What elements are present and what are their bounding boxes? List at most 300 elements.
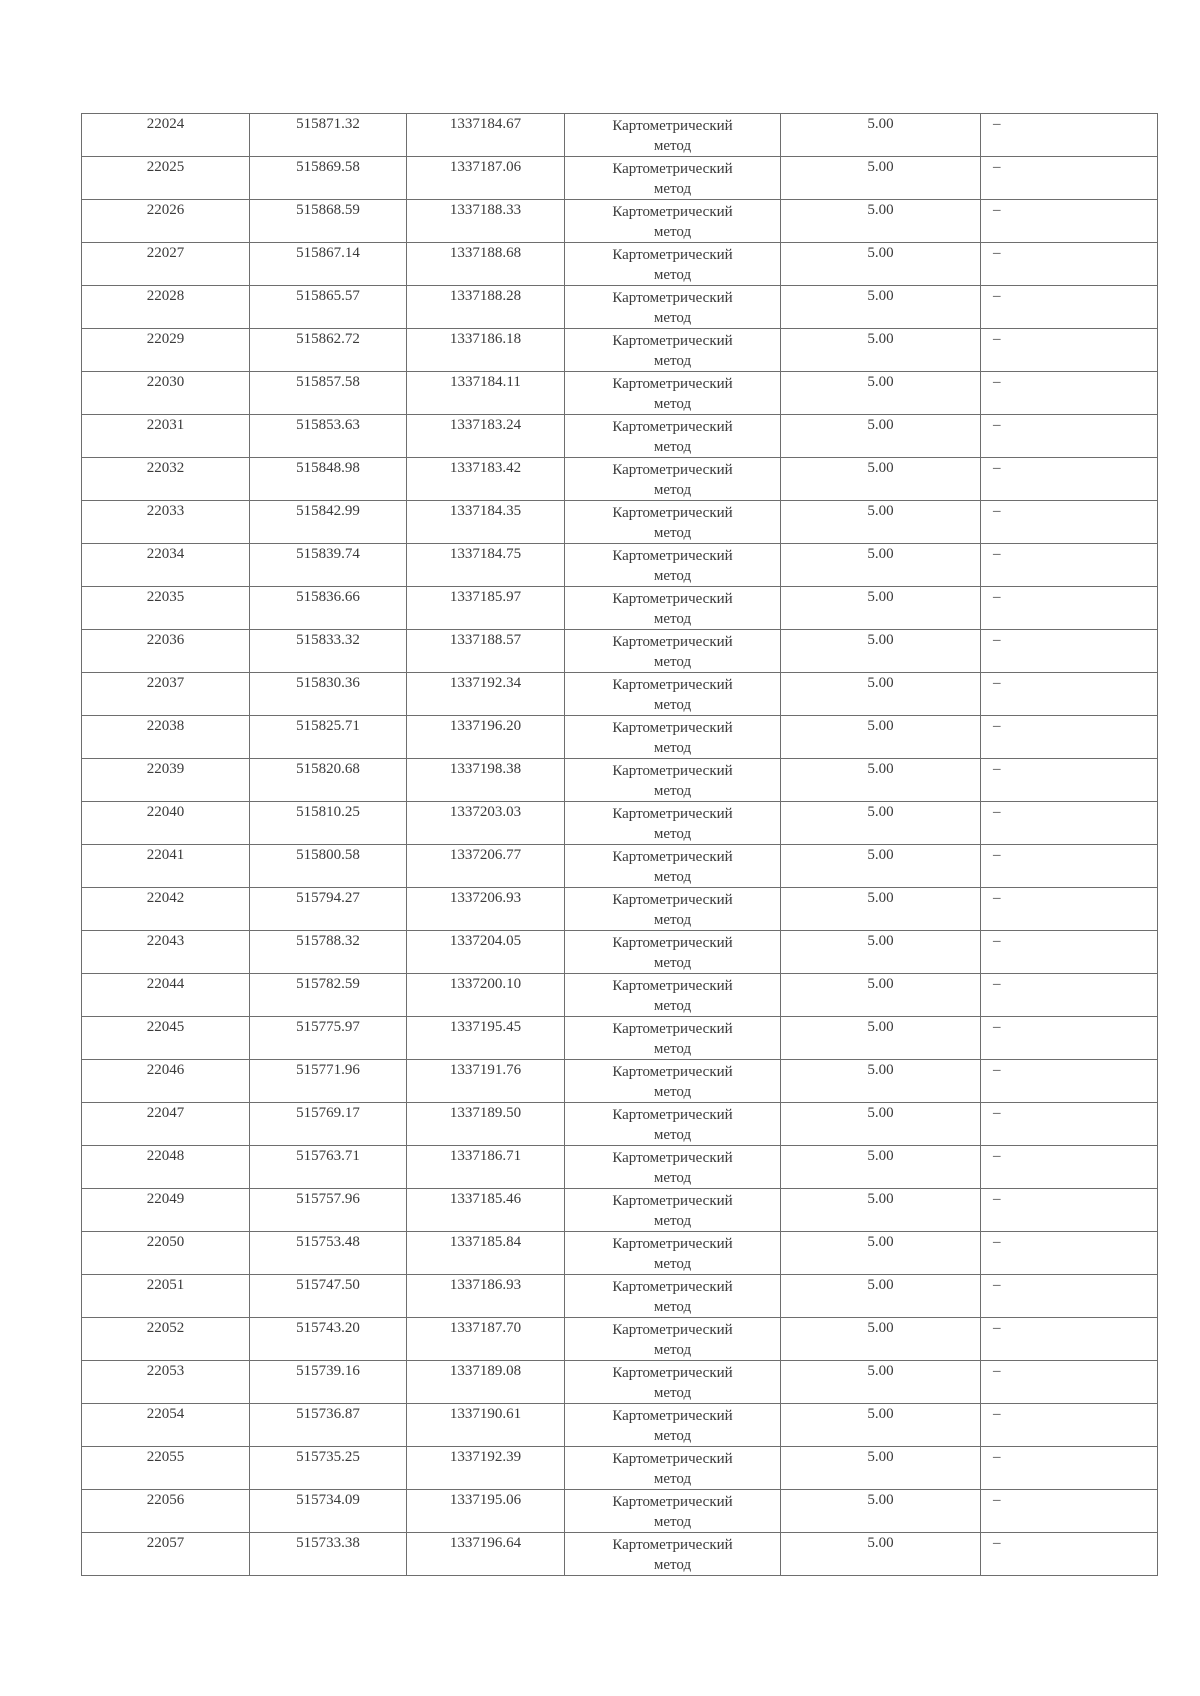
note-cell: –: [981, 329, 1158, 372]
y-coordinate-cell: 1337188.68: [407, 243, 565, 286]
method-cell: [565, 243, 781, 286]
accuracy-cell: 5.00: [781, 802, 981, 845]
accuracy-cell: 5.00: [781, 1103, 981, 1146]
y-coordinate-cell: 1337185.84: [407, 1232, 565, 1275]
note-cell: –: [981, 845, 1158, 888]
method-line-1: Картометрический: [612, 978, 733, 994]
method-line-2: метод: [653, 740, 692, 756]
table-row: [82, 200, 1158, 243]
accuracy-cell: 5.00: [781, 1017, 981, 1060]
note-cell: –: [981, 157, 1158, 200]
point-id-cell: 22057: [82, 1533, 250, 1576]
accuracy-cell: 5.00: [781, 931, 981, 974]
table-row: [82, 1103, 1158, 1146]
x-coordinate-cell: 515733.38: [250, 1533, 407, 1576]
x-coordinate-cell: 515735.25: [250, 1447, 407, 1490]
accuracy-cell: 5.00: [781, 114, 981, 157]
accuracy-cell: 5.00: [781, 759, 981, 802]
method-line-2: метод: [653, 1428, 692, 1444]
y-coordinate-cell: 1337187.06: [407, 157, 565, 200]
x-coordinate-cell: 515825.71: [250, 716, 407, 759]
x-coordinate-cell: 515839.74: [250, 544, 407, 587]
note-cell: –: [981, 544, 1158, 587]
method-cell: [565, 114, 781, 157]
note-cell: –: [981, 243, 1158, 286]
method-line-2: метод: [653, 1471, 692, 1487]
method-cell: [565, 372, 781, 415]
point-id-cell: 22024: [82, 114, 250, 157]
note-cell: –: [981, 200, 1158, 243]
method-line-1: Картометрический: [612, 849, 733, 865]
y-coordinate-cell: 1337190.61: [407, 1404, 565, 1447]
method-line-1: Картометрический: [612, 720, 733, 736]
x-coordinate-cell: 515775.97: [250, 1017, 407, 1060]
x-coordinate-cell: 515869.58: [250, 157, 407, 200]
table-row: [82, 1060, 1158, 1103]
point-id-cell: 22050: [82, 1232, 250, 1275]
method-cell: [565, 1533, 781, 1576]
point-id-cell: 22047: [82, 1103, 250, 1146]
accuracy-cell: 5.00: [781, 458, 981, 501]
method-line-1: Картометрический: [612, 161, 733, 177]
method-line-2: метод: [653, 1557, 692, 1573]
accuracy-cell: 5.00: [781, 1232, 981, 1275]
table-row: [82, 114, 1158, 157]
accuracy-cell: 5.00: [781, 888, 981, 931]
note-cell: –: [981, 716, 1158, 759]
point-id-cell: 22056: [82, 1490, 250, 1533]
x-coordinate-cell: 515753.48: [250, 1232, 407, 1275]
accuracy-cell: 5.00: [781, 1361, 981, 1404]
y-coordinate-cell: 1337192.39: [407, 1447, 565, 1490]
method-cell: [565, 286, 781, 329]
y-coordinate-cell: 1337192.34: [407, 673, 565, 716]
y-coordinate-cell: 1337185.97: [407, 587, 565, 630]
method-line-2: метод: [653, 1385, 692, 1401]
table-row: [82, 630, 1158, 673]
method-line-2: метод: [653, 1127, 692, 1143]
table-row: [82, 415, 1158, 458]
method-cell: [565, 544, 781, 587]
y-coordinate-cell: 1337185.46: [407, 1189, 565, 1232]
method-line-2: метод: [653, 353, 692, 369]
method-line-1: Картометрический: [612, 376, 733, 392]
x-coordinate-cell: 515820.68: [250, 759, 407, 802]
method-cell: [565, 1361, 781, 1404]
method-line-1: Картометрический: [612, 1021, 733, 1037]
method-line-2: метод: [653, 1342, 692, 1358]
table-row: [82, 544, 1158, 587]
point-id-cell: 22043: [82, 931, 250, 974]
point-id-cell: 22029: [82, 329, 250, 372]
method-cell: [565, 1103, 781, 1146]
point-id-cell: 22028: [82, 286, 250, 329]
table-row: [82, 673, 1158, 716]
method-line-1: Картометрический: [612, 419, 733, 435]
method-cell: [565, 157, 781, 200]
method-cell: [565, 1232, 781, 1275]
accuracy-cell: 5.00: [781, 243, 981, 286]
note-cell: –: [981, 1275, 1158, 1318]
y-coordinate-cell: 1337198.38: [407, 759, 565, 802]
point-id-cell: 22048: [82, 1146, 250, 1189]
method-cell: [565, 1146, 781, 1189]
x-coordinate-cell: 515871.32: [250, 114, 407, 157]
accuracy-cell: 5.00: [781, 1447, 981, 1490]
point-id-cell: 22035: [82, 587, 250, 630]
method-line-1: Картометрический: [612, 1494, 733, 1510]
point-id-cell: 22052: [82, 1318, 250, 1361]
method-cell: [565, 630, 781, 673]
point-id-cell: 22044: [82, 974, 250, 1017]
point-id-cell: 22036: [82, 630, 250, 673]
table-row: [82, 1447, 1158, 1490]
note-cell: –: [981, 286, 1158, 329]
y-coordinate-cell: 1337183.42: [407, 458, 565, 501]
x-coordinate-cell: 515830.36: [250, 673, 407, 716]
note-cell: –: [981, 587, 1158, 630]
method-line-2: метод: [653, 1256, 692, 1272]
method-line-1: Картометрический: [612, 634, 733, 650]
y-coordinate-cell: 1337200.10: [407, 974, 565, 1017]
method-line-2: метод: [653, 138, 692, 154]
method-line-1: Картометрический: [612, 1365, 733, 1381]
x-coordinate-cell: 515739.16: [250, 1361, 407, 1404]
table-row: [82, 1361, 1158, 1404]
y-coordinate-cell: 1337188.28: [407, 286, 565, 329]
method-line-2: метод: [653, 525, 692, 541]
method-line-2: метод: [653, 869, 692, 885]
note-cell: –: [981, 415, 1158, 458]
table-row: [82, 1490, 1158, 1533]
method-line-2: метод: [653, 181, 692, 197]
method-line-1: Картометрический: [612, 548, 733, 564]
method-line-2: метод: [653, 1514, 692, 1530]
method-line-1: Картометрический: [612, 462, 733, 478]
method-line-1: Картометрический: [612, 892, 733, 908]
method-line-2: метод: [653, 482, 692, 498]
note-cell: –: [981, 1103, 1158, 1146]
x-coordinate-cell: 515842.99: [250, 501, 407, 544]
method-line-2: метод: [653, 1041, 692, 1057]
point-id-cell: 22042: [82, 888, 250, 931]
method-line-2: метод: [653, 955, 692, 971]
point-id-cell: 22031: [82, 415, 250, 458]
y-coordinate-cell: 1337206.77: [407, 845, 565, 888]
y-coordinate-cell: 1337191.76: [407, 1060, 565, 1103]
method-line-2: метод: [653, 697, 692, 713]
accuracy-cell: 5.00: [781, 329, 981, 372]
method-line-1: Картометрический: [612, 591, 733, 607]
accuracy-cell: 5.00: [781, 1060, 981, 1103]
method-cell: [565, 1275, 781, 1318]
note-cell: –: [981, 1490, 1158, 1533]
x-coordinate-cell: 515800.58: [250, 845, 407, 888]
table-row: [82, 286, 1158, 329]
method-line-2: метод: [653, 267, 692, 283]
table-row: [82, 1275, 1158, 1318]
point-id-cell: 22037: [82, 673, 250, 716]
method-cell: [565, 415, 781, 458]
method-line-2: метод: [653, 1084, 692, 1100]
method-line-2: метод: [653, 1170, 692, 1186]
method-cell: [565, 931, 781, 974]
method-line-2: метод: [653, 654, 692, 670]
y-coordinate-cell: 1337189.50: [407, 1103, 565, 1146]
y-coordinate-cell: 1337187.70: [407, 1318, 565, 1361]
table-row: [82, 1146, 1158, 1189]
x-coordinate-cell: 515810.25: [250, 802, 407, 845]
method-line-2: метод: [653, 826, 692, 842]
note-cell: –: [981, 1232, 1158, 1275]
method-line-1: Картометрический: [612, 1193, 733, 1209]
accuracy-cell: 5.00: [781, 673, 981, 716]
accuracy-cell: 5.00: [781, 1189, 981, 1232]
y-coordinate-cell: 1337196.64: [407, 1533, 565, 1576]
method-cell: [565, 587, 781, 630]
note-cell: –: [981, 372, 1158, 415]
table-row: [82, 1533, 1158, 1576]
point-id-cell: 22041: [82, 845, 250, 888]
method-line-1: Картометрический: [612, 247, 733, 263]
method-line-1: Картометрический: [612, 935, 733, 951]
note-cell: –: [981, 673, 1158, 716]
method-line-2: метод: [653, 396, 692, 412]
method-cell: [565, 501, 781, 544]
table-row: [82, 802, 1158, 845]
method-line-1: Картометрический: [612, 505, 733, 521]
point-id-cell: 22055: [82, 1447, 250, 1490]
point-id-cell: 22030: [82, 372, 250, 415]
table-row: [82, 1318, 1158, 1361]
method-line-1: Картометрический: [612, 1408, 733, 1424]
accuracy-cell: 5.00: [781, 544, 981, 587]
note-cell: –: [981, 114, 1158, 157]
x-coordinate-cell: 515734.09: [250, 1490, 407, 1533]
method-line-1: Картометрический: [612, 1150, 733, 1166]
method-line-2: метод: [653, 912, 692, 928]
method-cell: [565, 458, 781, 501]
table-row: [82, 974, 1158, 1017]
x-coordinate-cell: 515788.32: [250, 931, 407, 974]
note-cell: –: [981, 974, 1158, 1017]
method-cell: [565, 974, 781, 1017]
x-coordinate-cell: 515833.32: [250, 630, 407, 673]
table-row: [82, 329, 1158, 372]
method-line-1: Картометрический: [612, 1279, 733, 1295]
note-cell: –: [981, 1361, 1158, 1404]
method-line-2: метод: [653, 310, 692, 326]
x-coordinate-cell: 515747.50: [250, 1275, 407, 1318]
method-line-1: Картометрический: [612, 204, 733, 220]
x-coordinate-cell: 515862.72: [250, 329, 407, 372]
x-coordinate-cell: 515867.14: [250, 243, 407, 286]
point-id-cell: 22054: [82, 1404, 250, 1447]
method-line-1: Картометрический: [612, 1236, 733, 1252]
x-coordinate-cell: 515769.17: [250, 1103, 407, 1146]
note-cell: –: [981, 1533, 1158, 1576]
table-row: [82, 759, 1158, 802]
table-row: [82, 1232, 1158, 1275]
note-cell: –: [981, 501, 1158, 544]
table-row: [82, 458, 1158, 501]
y-coordinate-cell: 1337189.08: [407, 1361, 565, 1404]
note-cell: –: [981, 630, 1158, 673]
y-coordinate-cell: 1337184.67: [407, 114, 565, 157]
point-id-cell: 22033: [82, 501, 250, 544]
method-cell: [565, 1490, 781, 1533]
accuracy-cell: 5.00: [781, 587, 981, 630]
y-coordinate-cell: 1337183.24: [407, 415, 565, 458]
point-id-cell: 22026: [82, 200, 250, 243]
point-id-cell: 22040: [82, 802, 250, 845]
method-line-1: Картометрический: [612, 118, 733, 134]
method-cell: [565, 673, 781, 716]
method-line-1: Картометрический: [612, 290, 733, 306]
coordinates-table-body: [82, 114, 1158, 1576]
method-cell: [565, 759, 781, 802]
x-coordinate-cell: 515763.71: [250, 1146, 407, 1189]
x-coordinate-cell: 515853.63: [250, 415, 407, 458]
point-id-cell: 22034: [82, 544, 250, 587]
table-row: [82, 1404, 1158, 1447]
x-coordinate-cell: 515771.96: [250, 1060, 407, 1103]
accuracy-cell: 5.00: [781, 1533, 981, 1576]
method-line-1: Картометрический: [612, 1537, 733, 1553]
method-line-1: Картометрический: [612, 1322, 733, 1338]
method-line-2: метод: [653, 439, 692, 455]
point-id-cell: 22027: [82, 243, 250, 286]
accuracy-cell: 5.00: [781, 630, 981, 673]
accuracy-cell: 5.00: [781, 1146, 981, 1189]
x-coordinate-cell: 515868.59: [250, 200, 407, 243]
method-line-2: метод: [653, 1299, 692, 1315]
accuracy-cell: 5.00: [781, 200, 981, 243]
coordinates-table: [81, 113, 1158, 1576]
table-row: [82, 243, 1158, 286]
accuracy-cell: 5.00: [781, 415, 981, 458]
method-line-1: Картометрический: [612, 333, 733, 349]
method-line-1: Картометрический: [612, 1107, 733, 1123]
point-id-cell: 22049: [82, 1189, 250, 1232]
y-coordinate-cell: 1337203.03: [407, 802, 565, 845]
y-coordinate-cell: 1337188.33: [407, 200, 565, 243]
note-cell: –: [981, 759, 1158, 802]
method-line-2: метод: [653, 611, 692, 627]
method-line-1: Картометрический: [612, 1064, 733, 1080]
note-cell: –: [981, 1060, 1158, 1103]
note-cell: –: [981, 1447, 1158, 1490]
accuracy-cell: 5.00: [781, 157, 981, 200]
table-row: [82, 845, 1158, 888]
point-id-cell: 22025: [82, 157, 250, 200]
point-id-cell: 22038: [82, 716, 250, 759]
y-coordinate-cell: 1337196.20: [407, 716, 565, 759]
y-coordinate-cell: 1337184.11: [407, 372, 565, 415]
x-coordinate-cell: 515782.59: [250, 974, 407, 1017]
x-coordinate-cell: 515865.57: [250, 286, 407, 329]
method-cell: [565, 1017, 781, 1060]
accuracy-cell: 5.00: [781, 501, 981, 544]
method-cell: [565, 1447, 781, 1490]
method-line-2: метод: [653, 568, 692, 584]
method-cell: [565, 802, 781, 845]
method-line-1: Картометрический: [612, 677, 733, 693]
note-cell: –: [981, 1146, 1158, 1189]
x-coordinate-cell: 515857.58: [250, 372, 407, 415]
method-line-1: Картометрический: [612, 806, 733, 822]
table-row: [82, 931, 1158, 974]
y-coordinate-cell: 1337204.05: [407, 931, 565, 974]
method-line-2: метод: [653, 1213, 692, 1229]
method-cell: [565, 1318, 781, 1361]
y-coordinate-cell: 1337195.45: [407, 1017, 565, 1060]
table-row: [82, 716, 1158, 759]
method-line-1: Картометрический: [612, 1451, 733, 1467]
y-coordinate-cell: 1337184.35: [407, 501, 565, 544]
point-id-cell: 22045: [82, 1017, 250, 1060]
method-cell: [565, 1404, 781, 1447]
point-id-cell: 22039: [82, 759, 250, 802]
x-coordinate-cell: 515794.27: [250, 888, 407, 931]
accuracy-cell: 5.00: [781, 845, 981, 888]
y-coordinate-cell: 1337184.75: [407, 544, 565, 587]
note-cell: –: [981, 802, 1158, 845]
x-coordinate-cell: 515757.96: [250, 1189, 407, 1232]
method-cell: [565, 329, 781, 372]
y-coordinate-cell: 1337206.93: [407, 888, 565, 931]
table-row: [82, 587, 1158, 630]
accuracy-cell: 5.00: [781, 974, 981, 1017]
note-cell: –: [981, 458, 1158, 501]
note-cell: –: [981, 1318, 1158, 1361]
y-coordinate-cell: 1337186.93: [407, 1275, 565, 1318]
table-row: [82, 501, 1158, 544]
y-coordinate-cell: 1337195.06: [407, 1490, 565, 1533]
table-row: [82, 1017, 1158, 1060]
accuracy-cell: 5.00: [781, 286, 981, 329]
point-id-cell: 22051: [82, 1275, 250, 1318]
y-coordinate-cell: 1337188.57: [407, 630, 565, 673]
table-row: [82, 888, 1158, 931]
x-coordinate-cell: 515743.20: [250, 1318, 407, 1361]
x-coordinate-cell: 515836.66: [250, 587, 407, 630]
x-coordinate-cell: 515848.98: [250, 458, 407, 501]
y-coordinate-cell: 1337186.71: [407, 1146, 565, 1189]
method-cell: [565, 716, 781, 759]
method-line-2: метод: [653, 998, 692, 1014]
point-id-cell: 22046: [82, 1060, 250, 1103]
method-cell: [565, 845, 781, 888]
table-row: [82, 1189, 1158, 1232]
accuracy-cell: 5.00: [781, 1404, 981, 1447]
point-id-cell: 22053: [82, 1361, 250, 1404]
method-cell: [565, 1189, 781, 1232]
y-coordinate-cell: 1337186.18: [407, 329, 565, 372]
table-row: [82, 372, 1158, 415]
method-cell: [565, 888, 781, 931]
note-cell: –: [981, 931, 1158, 974]
table-row: [82, 157, 1158, 200]
accuracy-cell: 5.00: [781, 1275, 981, 1318]
note-cell: –: [981, 888, 1158, 931]
accuracy-cell: 5.00: [781, 372, 981, 415]
note-cell: –: [981, 1189, 1158, 1232]
accuracy-cell: 5.00: [781, 1318, 981, 1361]
accuracy-cell: 5.00: [781, 1490, 981, 1533]
method-line-1: Картометрический: [612, 763, 733, 779]
x-coordinate-cell: 515736.87: [250, 1404, 407, 1447]
